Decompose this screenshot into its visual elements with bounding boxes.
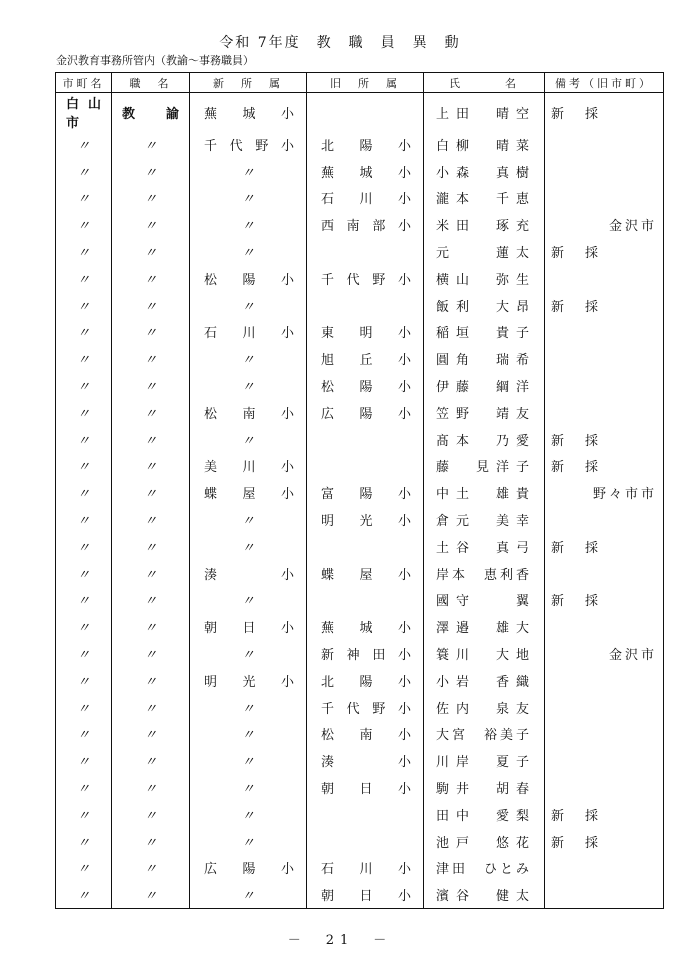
cell-old-school: 千代野小 [307, 265, 424, 292]
cell-name: 稲垣 貴子 [424, 319, 545, 346]
table-row [56, 801, 664, 828]
cell-old-school: 朝日小 [307, 881, 424, 908]
cell-old-school [307, 238, 424, 265]
cell-municipality: 〃 [56, 881, 112, 908]
cell-municipality: 〃 [56, 372, 112, 399]
cell-name: 濱谷 健太 [424, 881, 545, 908]
table-row [56, 721, 664, 748]
cell-old-school [307, 801, 424, 828]
cell-municipality: 〃 [56, 747, 112, 774]
cell-new-school: 美川小 [190, 453, 307, 480]
cell-old-school [307, 533, 424, 560]
table-row [56, 426, 664, 453]
cell-remarks: 新 採 [545, 93, 664, 132]
cell-new-school: 湊 小 [190, 560, 307, 587]
cell-new-school: 明光小 [190, 667, 307, 694]
page-subtitle: 金沢教育事務所管内（教諭～事務職員） [56, 54, 254, 67]
cell-remarks: 新 採 [545, 292, 664, 319]
cell-remarks [545, 158, 664, 185]
cell-new-school: 〃 [190, 721, 307, 748]
cell-new-school: 〃 [190, 828, 307, 855]
cell-new-school: 広陽小 [190, 855, 307, 882]
cell-old-school: 広陽小 [307, 399, 424, 426]
cell-old-school: 蕪城小 [307, 158, 424, 185]
table-row [56, 319, 664, 346]
table-row [56, 587, 664, 614]
cell-old-school: 松南小 [307, 721, 424, 748]
cell-old-school: 朝日小 [307, 774, 424, 801]
cell-remarks [545, 265, 664, 292]
cell-name: 伊藤 綱洋 [424, 372, 545, 399]
cell-new-school: 〃 [190, 211, 307, 238]
cell-remarks: 金沢市 [545, 640, 664, 667]
page-title: 令和 7年度 教 職 員 異 動 [219, 35, 461, 51]
table-row [56, 828, 664, 855]
cell-municipality: 白山市 [56, 93, 112, 132]
table-row [56, 613, 664, 640]
cell-new-school: 蝶屋小 [190, 479, 307, 506]
cell-old-school: 北陽小 [307, 131, 424, 158]
cell-old-school: 石川小 [307, 855, 424, 882]
cell-remarks [545, 319, 664, 346]
cell-remarks [545, 774, 664, 801]
table-row [56, 855, 664, 882]
table-row [56, 506, 664, 533]
table-row [56, 533, 664, 560]
cell-name: 藤 見洋子 [424, 453, 545, 480]
cell-remarks: 新 採 [545, 828, 664, 855]
cell-position: 〃 [112, 721, 190, 748]
cell-remarks [545, 694, 664, 721]
cell-position: 〃 [112, 613, 190, 640]
cell-old-school: 千代野小 [307, 694, 424, 721]
cell-position: 〃 [112, 828, 190, 855]
cell-remarks: 新 採 [545, 801, 664, 828]
cell-municipality: 〃 [56, 506, 112, 533]
cell-position: 〃 [112, 211, 190, 238]
cell-new-school: 〃 [190, 533, 307, 560]
cell-position: 〃 [112, 319, 190, 346]
cell-new-school: 松陽小 [190, 265, 307, 292]
cell-municipality: 〃 [56, 158, 112, 185]
column-header-new-school: 新 所 属 [190, 73, 307, 93]
personnel-table [55, 72, 664, 909]
table-row [56, 694, 664, 721]
cell-municipality: 〃 [56, 211, 112, 238]
cell-new-school: 〃 [190, 238, 307, 265]
cell-municipality: 〃 [56, 640, 112, 667]
cell-position: 教 諭 [112, 93, 190, 132]
cell-old-school [307, 828, 424, 855]
cell-remarks [545, 131, 664, 158]
cell-remarks [545, 613, 664, 640]
cell-position: 〃 [112, 855, 190, 882]
cell-new-school: 〃 [190, 292, 307, 319]
cell-new-school: 〃 [190, 747, 307, 774]
cell-position: 〃 [112, 774, 190, 801]
cell-position: 〃 [112, 185, 190, 212]
cell-new-school: 蕪城小 [190, 93, 307, 132]
table-row [56, 453, 664, 480]
cell-new-school: 千代野小 [190, 131, 307, 158]
cell-old-school: 新神田小 [307, 640, 424, 667]
cell-municipality: 〃 [56, 185, 112, 212]
cell-old-school: 松陽小 [307, 372, 424, 399]
page-number: － 21 － [287, 933, 393, 948]
cell-old-school [307, 587, 424, 614]
cell-name: 佐内 泉友 [424, 694, 545, 721]
cell-position: 〃 [112, 560, 190, 587]
cell-remarks [545, 560, 664, 587]
cell-municipality: 〃 [56, 774, 112, 801]
cell-remarks: 金沢市 [545, 211, 664, 238]
cell-remarks [545, 721, 664, 748]
cell-position: 〃 [112, 479, 190, 506]
cell-municipality: 〃 [56, 453, 112, 480]
column-header-remarks: 備考（旧市町） [545, 73, 664, 93]
cell-name: 津田 ひとみ [424, 855, 545, 882]
cell-name: 大宮 裕美子 [424, 721, 545, 748]
cell-remarks [545, 667, 664, 694]
table-row [56, 774, 664, 801]
column-header-old-school: 旧 所 属 [307, 73, 424, 93]
table-row [56, 747, 664, 774]
cell-name: 川岸 夏子 [424, 747, 545, 774]
cell-old-school: 北陽小 [307, 667, 424, 694]
cell-municipality: 〃 [56, 345, 112, 372]
table-row [56, 560, 664, 587]
cell-new-school: 〃 [190, 881, 307, 908]
cell-remarks [545, 855, 664, 882]
table-row [56, 211, 664, 238]
cell-old-school: 西南部小 [307, 211, 424, 238]
cell-municipality: 〃 [56, 265, 112, 292]
table-row [56, 185, 664, 212]
cell-name: 田中 愛梨 [424, 801, 545, 828]
cell-position: 〃 [112, 801, 190, 828]
cell-municipality: 〃 [56, 292, 112, 319]
cell-old-school: 石川小 [307, 185, 424, 212]
table-body [56, 93, 664, 909]
cell-position: 〃 [112, 587, 190, 614]
column-header-municipality: 市町名 [56, 73, 112, 93]
cell-position: 〃 [112, 533, 190, 560]
cell-position: 〃 [112, 506, 190, 533]
table-row [56, 158, 664, 185]
cell-municipality: 〃 [56, 667, 112, 694]
cell-new-school: 〃 [190, 694, 307, 721]
cell-old-school: 東明小 [307, 319, 424, 346]
cell-remarks [545, 399, 664, 426]
cell-position: 〃 [112, 694, 190, 721]
cell-remarks [545, 372, 664, 399]
cell-remarks [545, 185, 664, 212]
table-row [56, 479, 664, 506]
cell-municipality: 〃 [56, 587, 112, 614]
cell-municipality: 〃 [56, 426, 112, 453]
cell-old-school [307, 292, 424, 319]
cell-position: 〃 [112, 345, 190, 372]
cell-remarks: 新 採 [545, 453, 664, 480]
cell-new-school: 〃 [190, 158, 307, 185]
cell-old-school: 蝶屋小 [307, 560, 424, 587]
cell-name: 岸本 恵利香 [424, 560, 545, 587]
cell-name: 白柳 晴菜 [424, 131, 545, 158]
cell-position: 〃 [112, 292, 190, 319]
cell-old-school: 旭丘小 [307, 345, 424, 372]
cell-remarks [545, 345, 664, 372]
cell-municipality: 〃 [56, 560, 112, 587]
cell-municipality: 〃 [56, 613, 112, 640]
cell-municipality: 〃 [56, 828, 112, 855]
cell-name: 圓角 瑞希 [424, 345, 545, 372]
cell-position: 〃 [112, 158, 190, 185]
cell-old-school: 明光小 [307, 506, 424, 533]
table-row [56, 881, 664, 908]
cell-remarks [545, 506, 664, 533]
cell-new-school: 〃 [190, 774, 307, 801]
cell-position: 〃 [112, 640, 190, 667]
table-row [56, 667, 664, 694]
cell-municipality: 〃 [56, 801, 112, 828]
cell-position: 〃 [112, 426, 190, 453]
cell-name: 土谷 真弓 [424, 533, 545, 560]
cell-name: 澤邉 雄大 [424, 613, 545, 640]
column-header-name: 氏 名 [424, 73, 545, 93]
cell-new-school: 〃 [190, 587, 307, 614]
cell-old-school [307, 426, 424, 453]
cell-old-school [307, 453, 424, 480]
cell-remarks: 新 採 [545, 533, 664, 560]
cell-position: 〃 [112, 453, 190, 480]
cell-position: 〃 [112, 667, 190, 694]
cell-name: 横山 弥生 [424, 265, 545, 292]
table-row [56, 93, 664, 132]
cell-old-school [307, 93, 424, 132]
cell-municipality: 〃 [56, 533, 112, 560]
table-header-row [56, 73, 664, 93]
cell-name: 小森 真樹 [424, 158, 545, 185]
cell-old-school: 蕪城小 [307, 613, 424, 640]
table-row [56, 372, 664, 399]
cell-position: 〃 [112, 399, 190, 426]
cell-position: 〃 [112, 238, 190, 265]
cell-new-school: 〃 [190, 372, 307, 399]
cell-name: 中土 雄貴 [424, 479, 545, 506]
cell-new-school: 朝日小 [190, 613, 307, 640]
cell-position: 〃 [112, 265, 190, 292]
cell-old-school: 湊 小 [307, 747, 424, 774]
cell-old-school: 富陽小 [307, 479, 424, 506]
cell-remarks: 新 採 [545, 587, 664, 614]
cell-name: 笠野 靖友 [424, 399, 545, 426]
cell-name: 國守 翼 [424, 587, 545, 614]
cell-municipality: 〃 [56, 855, 112, 882]
cell-name: 池戸 悠花 [424, 828, 545, 855]
cell-name: 米田 琢充 [424, 211, 545, 238]
cell-position: 〃 [112, 881, 190, 908]
cell-remarks: 新 採 [545, 426, 664, 453]
cell-name: 小岩 香織 [424, 667, 545, 694]
cell-name: 飯利 大昂 [424, 292, 545, 319]
cell-remarks [545, 747, 664, 774]
table-row [56, 640, 664, 667]
cell-name: 上田 晴空 [424, 93, 545, 132]
table-row [56, 292, 664, 319]
cell-municipality: 〃 [56, 694, 112, 721]
cell-remarks [545, 881, 664, 908]
cell-new-school: 〃 [190, 185, 307, 212]
cell-name: 元 蓮太 [424, 238, 545, 265]
cell-municipality: 〃 [56, 131, 112, 158]
cell-position: 〃 [112, 372, 190, 399]
table-row [56, 399, 664, 426]
cell-new-school: 松南小 [190, 399, 307, 426]
cell-new-school: 〃 [190, 640, 307, 667]
cell-new-school: 〃 [190, 506, 307, 533]
cell-municipality: 〃 [56, 238, 112, 265]
table-row [56, 265, 664, 292]
cell-municipality: 〃 [56, 721, 112, 748]
cell-name: 倉元 美幸 [424, 506, 545, 533]
cell-municipality: 〃 [56, 479, 112, 506]
cell-name: 瀧本 千恵 [424, 185, 545, 212]
cell-new-school: 石川小 [190, 319, 307, 346]
column-header-position: 職 名 [112, 73, 190, 93]
cell-name: 駒井 胡春 [424, 774, 545, 801]
cell-remarks: 新 採 [545, 238, 664, 265]
cell-remarks: 野々市市 [545, 479, 664, 506]
cell-position: 〃 [112, 747, 190, 774]
cell-name: 簑川 大地 [424, 640, 545, 667]
cell-municipality: 〃 [56, 319, 112, 346]
cell-new-school: 〃 [190, 801, 307, 828]
cell-municipality: 〃 [56, 399, 112, 426]
cell-new-school: 〃 [190, 426, 307, 453]
table-row [56, 345, 664, 372]
cell-position: 〃 [112, 131, 190, 158]
cell-name: 髙本 乃愛 [424, 426, 545, 453]
cell-new-school: 〃 [190, 345, 307, 372]
table-row [56, 131, 664, 158]
table-row [56, 238, 664, 265]
